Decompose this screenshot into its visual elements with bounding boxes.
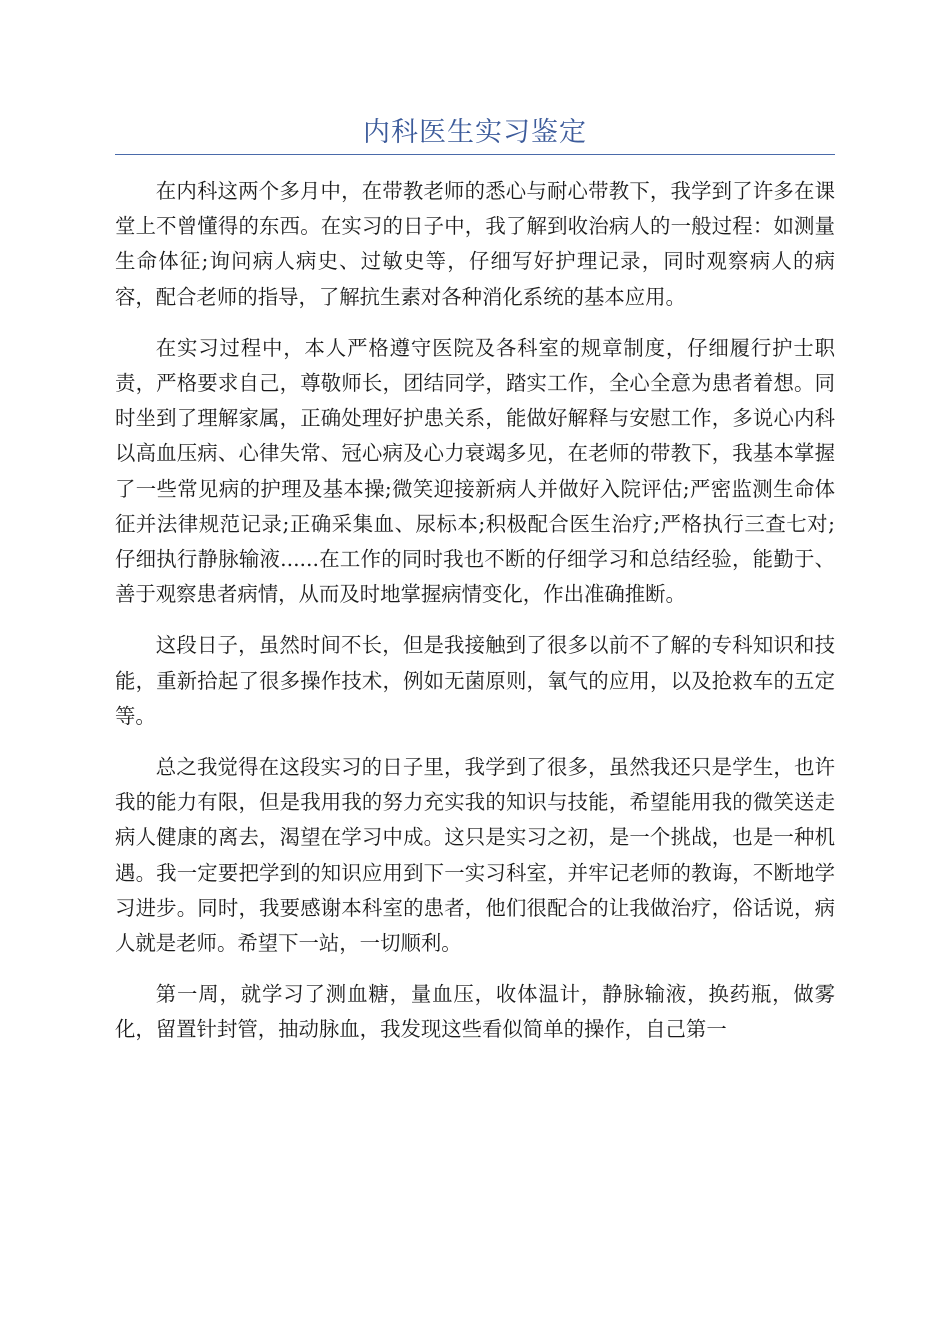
- document-body: [115, 174, 835, 1064]
- paragraph-3: 这段日子，虽然时间不长，但是我接触到了很多以前不了解的专科知识和技能，重新拾起了很多操作技术，例如无菌原则，氧气的应用，以及抢救车的五定等。: [115, 633, 835, 728]
- paragraph-4: 总之我觉得在这段实习的日子里，我学到了很多，虽然我还只是学生，也许我的能力有限，但是我用我的努力充实我的知识与技能，希望能用我的微笑送走病人健康的离去，渴望在学习中成。这只是实习之初，是一个挑战，也是一种机遇。我一定要把学到的知识应用到下一实习科室，并牢记老师的教诲，不断地学习进步。同时，我要感谢本科室的患者，他们很配合的让我做治疗，俗话说，病人就是老师。希望下一站，一切顺利。: [115, 755, 835, 956]
- paragraph-5: 第一周，就学习了测血糖，量血压，收体温计，静脉输液，换药瓶，做雾化，留置针封管，抽动脉血，我发现这些看似简单的操作，自己第一: [115, 982, 835, 1042]
- paragraph-2: 在实习过程中，本人严格遵守医院及各科室的规章制度，仔细履行护士职责，严格要求自己，尊敬师长，团结同学，踏实工作，全心全意为患者着想。同时坐到了理解家属，正确处理好护患关系，能做好解释与安慰工作，多说心内科以高血压病、心律失常、冠心病及心力衰竭多见，在老师的带教下，我基本掌握了一些常见病的护理及基本操;微笑迎接新病人并做好入院评估;严密监测生命体征并法律规范记录;正确采集血、尿标本;积极配合医生治疗;严格执行三查七对;仔细执行静脉输液......在工作的同时我也不断的仔细学习和总结经验，能勤于、善于观察患者病情，从而及时地掌握病情变化，作出准确推断。: [115, 335, 835, 607]
- paragraph-1: 在内科这两个多月中，在带教老师的悉心与耐心带教下，我学到了许多在课堂上不曾懂得的东西。在实习的日子中，我了解到收治病人的一般过程：如测量生命体征;询问病人病史、过敏史等，仔细写好护理记录，同时观察病人的病容，配合老师的指导，了解抗生素对各种消化系统的基本应用。: [115, 179, 835, 309]
- document-title: 内科医生实习鉴定: [363, 117, 587, 148]
- title-underline: [115, 154, 835, 155]
